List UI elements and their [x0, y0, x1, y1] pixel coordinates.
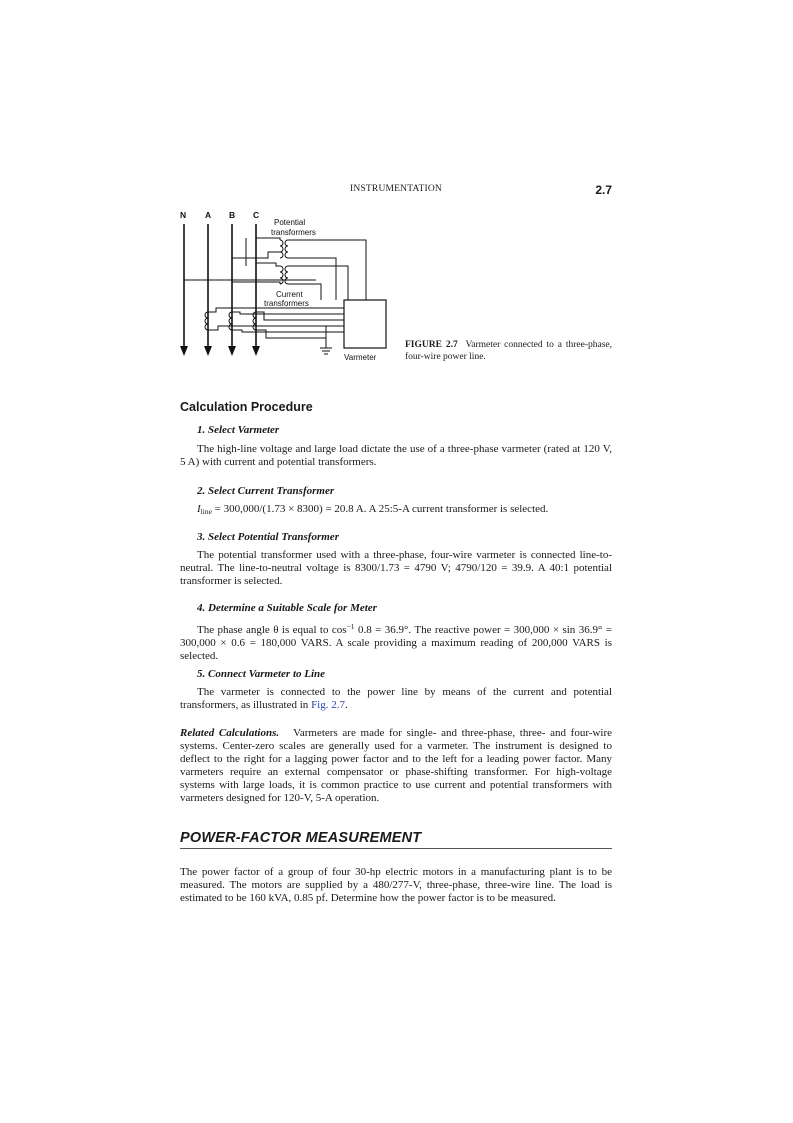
- line-label-n: N: [180, 210, 187, 220]
- figure-reference-link[interactable]: Fig. 2.7: [311, 699, 345, 711]
- step-4-text-b: 0.8 = 36.9°. The reactive power = 300,000 × sin 36.9° = 300,000 × 0.6 = 180,000 VARS. A scale providing a maximum reading of 200,000 VARS is selected.: [180, 624, 612, 662]
- pt-label-line2: transformers: [271, 228, 316, 237]
- step-5-end: .: [345, 699, 348, 711]
- line-label-b: B: [229, 210, 236, 220]
- ct-coils: [205, 312, 256, 330]
- power-factor-intro: The power factor of a group of four 30-hp electric motors in a manufacturing plant is to be measured. The motors are supplied by a 480/277-V, three-phase, three-wire line. The load is estimated to be 160 kVA, 0.85 pf. Determine how the power factor is to be measured.: [180, 866, 612, 904]
- power-factor-heading: POWER-FACTOR MEASUREMENT: [180, 830, 422, 846]
- step-1-body: The high-line voltage and large load dictate the use of a three-phase varmeter (rated at 120 V, 5 A) with current and potential transformers.: [180, 443, 612, 468]
- line-label-c: C: [253, 210, 260, 220]
- pt-coils: [280, 240, 288, 284]
- current-subscript: line: [200, 507, 212, 516]
- step-4-superscript: −1: [346, 622, 355, 631]
- pt-label-line1: Potential: [274, 218, 306, 227]
- ct-wiring: [208, 308, 344, 348]
- step-4-title: 4. Determine a Suitable Scale for Meter: [197, 602, 377, 614]
- line-label-a: A: [205, 210, 212, 220]
- step-4-body: [180, 620, 612, 663]
- ground-symbol: [320, 348, 332, 354]
- step-1-title: 1. Select Varmeter: [197, 424, 280, 436]
- heading-rule: [180, 848, 612, 849]
- step-2-text: = 300,000/(1.73 × 8300) = 20.8 A. A 25:5-A current transformer is selected.: [211, 503, 549, 515]
- running-title: INSTRUMENTATION: [350, 184, 442, 194]
- step-4-text-a: The phase angle θ is equal to cos: [197, 624, 347, 636]
- ct-label-line2: transformers: [264, 299, 309, 308]
- step-5-title: 5. Connect Varmeter to Line: [197, 668, 326, 680]
- related-calculations: [180, 727, 612, 805]
- step-5-text: The varmeter is connected to the power line by means of the current and potential transformers, as illustrated in: [180, 686, 612, 711]
- varmeter-wiring-diagram: [176, 208, 398, 366]
- figure-caption-label: FIGURE 2.7: [405, 340, 458, 350]
- figure-caption-text: Varmeter connected to a three-phase, four-wire power line.: [405, 340, 613, 362]
- step-3-body: The potential transformer used with a three-phase, four-wire varmeter is connected line-to-neutral. The line-to-neutral voltage is 8300/1.73 = 4790 V; 4790/120 = 39.9. A 40:1 potential transformer is selected.: [180, 549, 612, 587]
- varmeter-box: [344, 300, 386, 348]
- related-calculations-body: Varmeters are made for single- and three-phase, three- and four-wire systems. Center-zero scales are generally used for a varmeter. The instrument is designed to deflect to the right for a lagging power factor and to the left for a leading power factor. Many varmeters require an external compensator or phase-shifting transformer. For high-voltage systems with large loads, it is common practice to use current and potential transformers with varmeters designed for 120-V, 5-A operation.: [180, 727, 612, 804]
- section-heading: Calculation Procedure: [180, 400, 313, 414]
- related-calculations-title: Related Calculations.: [180, 727, 280, 739]
- step-3-title: 3. Select Potential Transformer: [197, 531, 339, 543]
- figure-caption: [405, 340, 612, 363]
- running-head: [180, 183, 612, 197]
- step-2-body: [180, 503, 612, 518]
- power-lines: [184, 224, 256, 348]
- line-arrows: [180, 346, 260, 356]
- step-5-body: [180, 686, 612, 712]
- current-variable: I: [197, 503, 201, 515]
- ct-label-line1: Current: [276, 290, 303, 299]
- varmeter-label: Varmeter: [344, 353, 377, 362]
- page-number: 2.7: [595, 183, 612, 197]
- step-2-title: 2. Select Current Transformer: [197, 485, 335, 497]
